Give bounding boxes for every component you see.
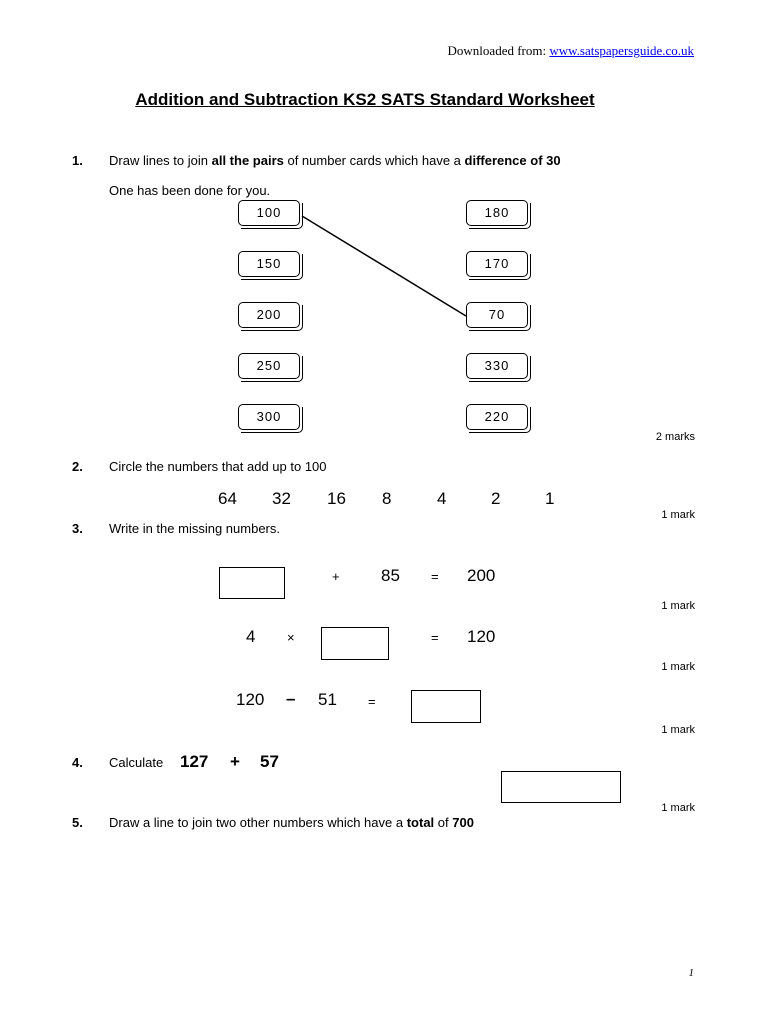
q3-text: Write in the missing numbers.: [109, 521, 280, 536]
number-card-right[interactable]: 170: [466, 251, 528, 277]
q5-text-part: Draw a line to join two other numbers which have a: [109, 815, 407, 830]
equation-operand: 85: [381, 566, 400, 585]
q5-text-part: 700: [452, 815, 474, 830]
number-card-right[interactable]: 180: [466, 200, 528, 226]
equation-operand: 120: [236, 690, 265, 709]
equation-result: 200: [467, 566, 496, 585]
answer-box[interactable]: [501, 771, 621, 803]
page-number: 1: [688, 967, 694, 979]
circle-number[interactable]: 1: [545, 489, 555, 508]
equals-sign: =: [431, 630, 439, 645]
q2-marks: 1 mark: [661, 509, 695, 521]
equation-operand: 4: [246, 627, 256, 646]
circle-number[interactable]: 32: [272, 489, 291, 508]
answer-box[interactable]: [411, 690, 481, 723]
download-source-label: Downloaded from:: [447, 43, 547, 58]
circle-number[interactable]: 8: [382, 489, 392, 508]
join-line: [302, 216, 466, 316]
q5-text-part: total: [406, 815, 435, 830]
number-card-left[interactable]: 150: [238, 251, 300, 277]
q1-text-part: Draw lines to join: [109, 153, 212, 168]
number-card-left[interactable]: 100: [238, 200, 300, 226]
number-card-right[interactable]: 220: [466, 404, 528, 430]
q5-text-part: of: [434, 815, 453, 830]
q2-number: 2.: [72, 459, 83, 474]
equation-result: 120: [467, 627, 496, 646]
circle-number[interactable]: 4: [437, 489, 447, 508]
number-card-left[interactable]: 250: [238, 353, 300, 379]
q4-marks: 1 mark: [661, 802, 695, 814]
equation-operand: 51: [318, 690, 337, 709]
plus-sign: +: [230, 752, 240, 771]
q3b-marks: 1 mark: [661, 661, 695, 673]
circle-number[interactable]: 2: [491, 489, 501, 508]
q3c-marks: 1 mark: [661, 724, 695, 736]
q1-number: 1.: [72, 153, 83, 168]
q1-text-part: all the pairs: [211, 153, 284, 168]
circle-number[interactable]: 16: [327, 489, 346, 508]
answer-box[interactable]: [219, 567, 285, 599]
q3-number: 3.: [72, 521, 83, 536]
q1-text: [109, 153, 561, 168]
calc-operand: 127: [180, 752, 209, 771]
equals-sign: =: [431, 569, 439, 584]
minus-sign: –: [286, 689, 296, 708]
equals-sign: =: [368, 694, 376, 709]
q2-text: Circle the numbers that add up to 100: [109, 459, 327, 474]
download-source: [448, 43, 694, 59]
circle-number[interactable]: 64: [218, 489, 237, 508]
q1-marks: 2 marks: [655, 431, 695, 443]
answer-box[interactable]: [321, 627, 389, 660]
q1-text-part: difference of 30: [464, 153, 561, 168]
multiply-sign: ×: [287, 630, 295, 645]
number-card-right[interactable]: 70: [466, 302, 528, 328]
q4-number: 4.: [72, 755, 83, 770]
number-card-left[interactable]: 300: [238, 404, 300, 430]
q1-hint: One has been done for you.: [109, 183, 271, 198]
worksheet-title: Addition and Subtraction KS2 SATS Standard Worksheet: [135, 90, 595, 109]
q3a-marks: 1 mark: [661, 600, 695, 612]
plus-sign: +: [332, 569, 340, 584]
q4-text: Calculate: [109, 755, 164, 770]
number-card-right[interactable]: 330: [466, 353, 528, 379]
calc-operand: 57: [260, 752, 279, 771]
q1-text-part: of number cards which have a: [283, 153, 465, 168]
q5-text: [109, 815, 474, 830]
q5-number: 5.: [72, 815, 83, 830]
source-link[interactable]: www.satspapersguide.co.uk: [549, 43, 694, 58]
number-card-left[interactable]: 200: [238, 302, 300, 328]
